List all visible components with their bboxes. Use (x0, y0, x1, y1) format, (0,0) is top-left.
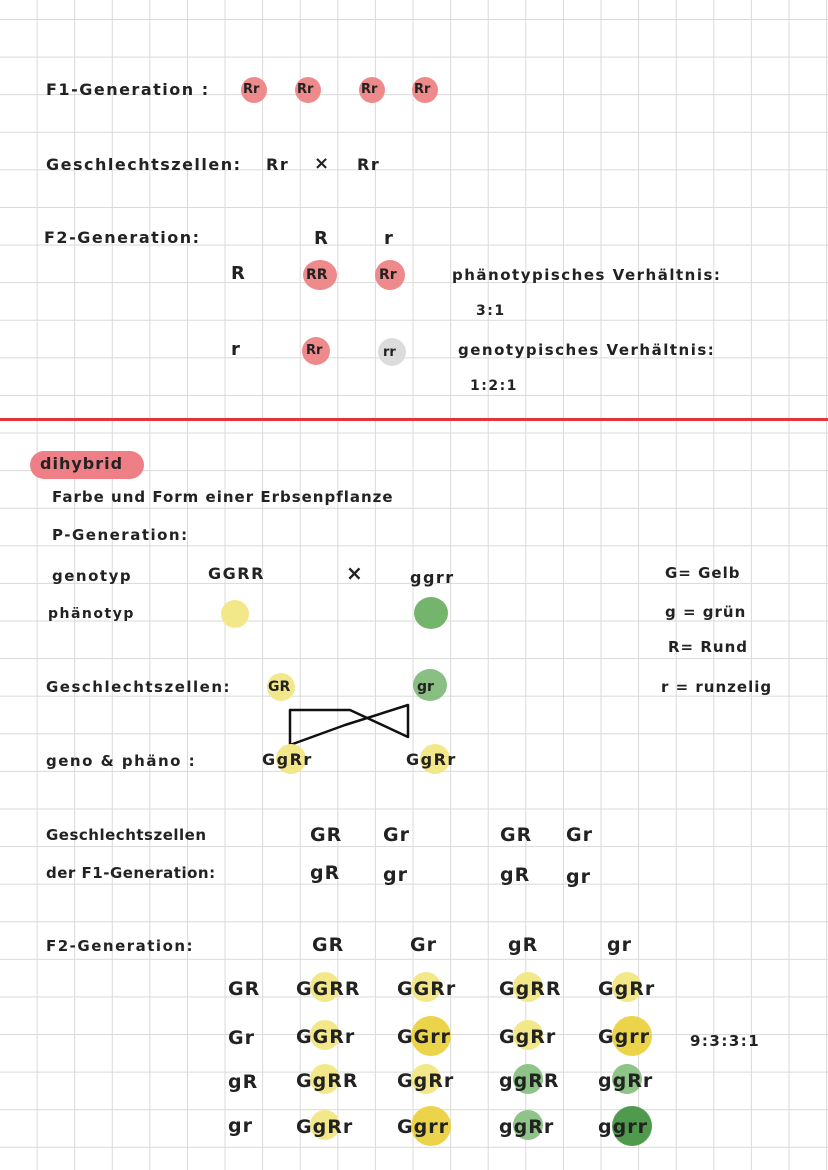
punnett-genotype: GGrr (397, 1026, 451, 1048)
f1-generation-label: F1-Generation : (46, 80, 210, 99)
gamete-left: Rr (266, 155, 290, 174)
genotyp-label: genotyp (52, 567, 133, 585)
punnett-col-header: GR (312, 934, 345, 956)
punnett-genotype: GGRr (397, 978, 457, 1000)
f1-gamete: gr (383, 864, 408, 886)
f1-gamete: GR (310, 824, 343, 846)
punnett-cell: Rr (306, 343, 323, 358)
yellow-pea (221, 600, 249, 628)
p-generation-label: P-Generation: (52, 526, 189, 544)
f1-gameten-label: Geschlechtszellen (46, 826, 207, 844)
punnett-row-header: R (231, 263, 247, 284)
punnett-genotype: GgRr (598, 978, 656, 1000)
punnett-row-header: gR (228, 1071, 259, 1093)
ratio: 9:3:3:1 (690, 1032, 761, 1050)
punnett-genotype: GgRR (499, 978, 562, 1000)
punnett-col-header: Gr (410, 934, 437, 956)
f1-gamete: GR (500, 824, 533, 846)
gameten-label: Geschlechtszellen: (46, 155, 242, 174)
punnett-cell: RR (306, 267, 328, 283)
f1-genotype: Rr (297, 82, 314, 97)
punnett-genotype: ggRR (499, 1070, 560, 1092)
legend-item: g = grün (665, 603, 747, 621)
gamete-right: Rr (357, 155, 381, 174)
phaeno-ratio-label: phänotypisches Verhältnis: (452, 266, 722, 284)
cross-symbol: × (314, 153, 331, 174)
f1-genotype: Rr (414, 82, 431, 97)
punnett-genotype: GGRr (296, 1026, 356, 1048)
f2-generation-label: F2-Generation: (46, 937, 195, 955)
f2-generation-label: F2-Generation: (44, 228, 201, 247)
f1-gamete: Gr (566, 824, 593, 846)
f1-genotype: Rr (361, 82, 378, 97)
punnett-row-header: Gr (228, 1027, 255, 1049)
f1-gameten-label: der F1-Generation: (46, 864, 216, 882)
parent-genotype-right: ggrr (410, 568, 455, 587)
gamete-right: gr (417, 679, 434, 695)
punnett-genotype: GgRR (296, 1070, 359, 1092)
punnett-genotype: ggrr (598, 1116, 648, 1138)
geno-ratio-label: genotypisches Verhältnis: (458, 341, 716, 359)
punnett-genotype: GGRR (296, 978, 361, 1000)
punnett-col-header: gr (607, 934, 632, 956)
f1-gamete: gR (500, 864, 531, 886)
punnett-genotype: ggRr (598, 1070, 654, 1092)
f1-genotype: Rr (243, 82, 260, 97)
punnett-col-header: gR (508, 934, 539, 956)
section-subtitle: Farbe und Form einer Erbsenpflanze (52, 488, 394, 506)
f1-gamete: gR (310, 862, 341, 884)
punnett-col-header: r (384, 228, 395, 249)
punnett-genotype: GgRr (296, 1116, 354, 1138)
green-pea (414, 597, 448, 629)
offspring-left: GgRr (262, 750, 313, 769)
punnett-row-header: GR (228, 978, 261, 1000)
legend-item: R= Rund (668, 638, 748, 656)
gameten-label: Geschlechtszellen: (46, 678, 232, 696)
phaeno-ratio: 3:1 (476, 303, 506, 319)
genopheno-label: geno & phäno : (46, 752, 197, 770)
legend-item: G= Gelb (665, 564, 741, 582)
geno-ratio: 1:2:1 (470, 378, 518, 394)
f1-gamete: Gr (383, 824, 410, 846)
gamete-left: GR (268, 679, 291, 695)
punnett-row-header: r (231, 339, 242, 360)
cross-symbol: × (346, 561, 365, 585)
punnett-col-header: R (314, 228, 330, 249)
parent-genotype-left: GGRR (208, 564, 265, 583)
cross-lines (280, 695, 420, 755)
punnett-genotype: Ggrr (397, 1116, 449, 1138)
punnett-cell: rr (383, 345, 396, 360)
phaenotyp-label: phänotyp (48, 606, 135, 622)
punnett-genotype: GgRr (499, 1026, 557, 1048)
offspring-right: GgRr (406, 750, 457, 769)
punnett-cell: Rr (379, 267, 397, 283)
section-tag: dihybrid (40, 454, 124, 473)
punnett-genotype: ggRr (499, 1116, 555, 1138)
punnett-genotype: GgRr (397, 1070, 455, 1092)
punnett-row-header: gr (228, 1115, 253, 1137)
legend-item: r = runzelig (661, 678, 773, 696)
f1-gamete: gr (566, 866, 591, 888)
punnett-genotype: Ggrr (598, 1026, 650, 1048)
section-divider (0, 418, 828, 421)
